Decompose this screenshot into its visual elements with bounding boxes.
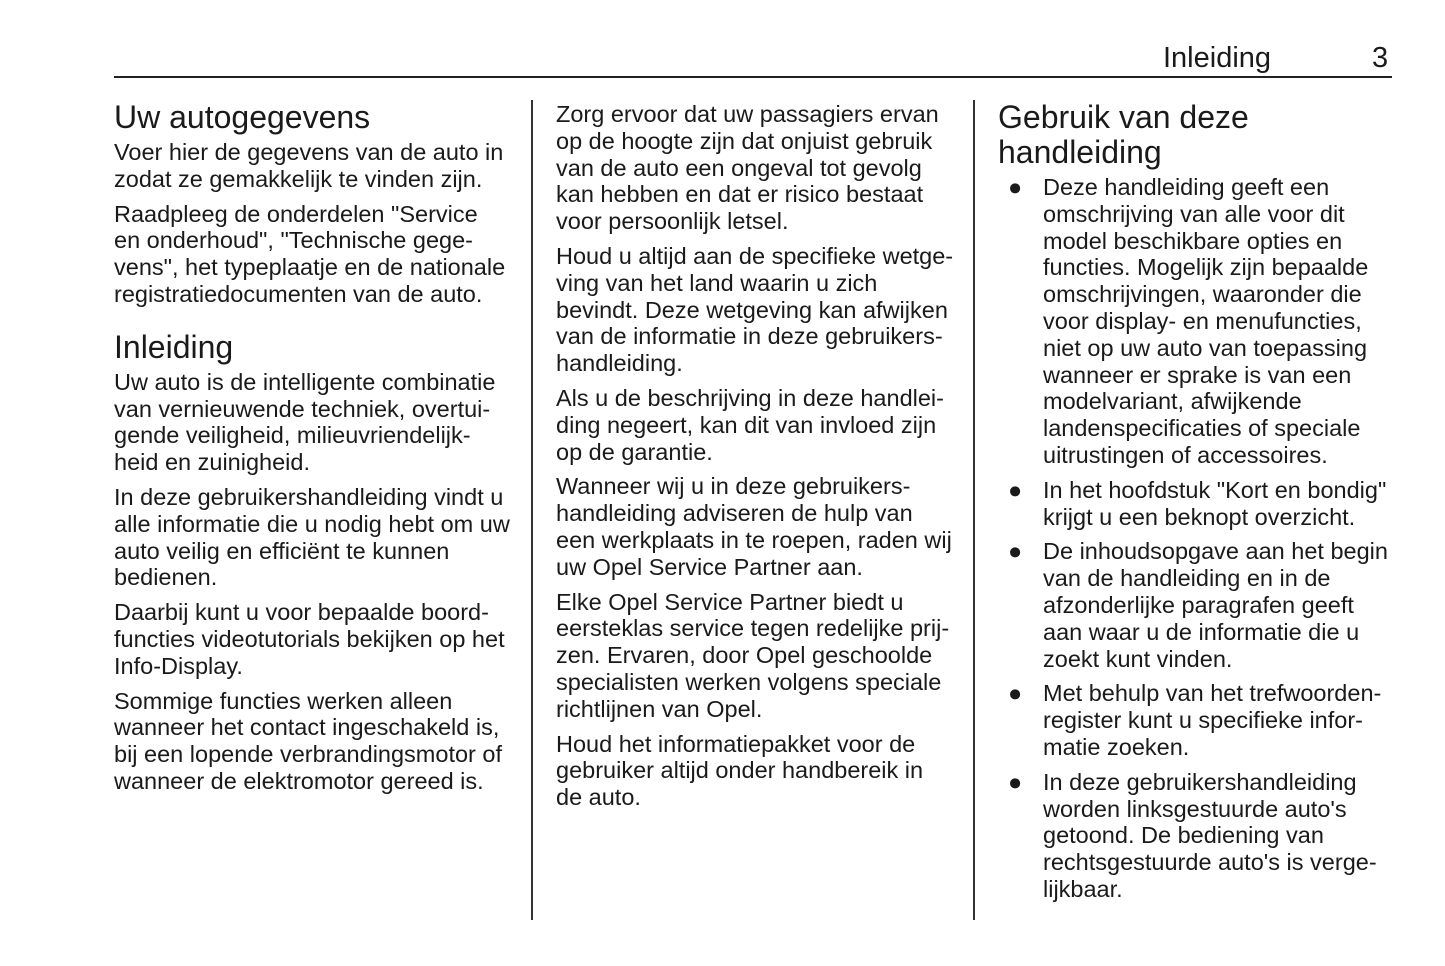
list-item-text: De inhoudsopgave aan het begin van de handleiding en in de afzonderlijke paragrafen geeft aan waar u de informatie die u zoekt kunt vinden. <box>1043 538 1388 672</box>
paragraph: Elke Opel Service Partner biedt u eersteklas service tegen redelijke prij- zen. Ervaren, door Opel geschoolde specialisten werken volgens speciale richtlijnen van Opel. <box>556 588 950 722</box>
bullet-list <box>998 174 1398 903</box>
list-item-text: In deze gebruikershandleiding worden linksgestuurde auto's getoond. De bediening van rechtsgestuurde auto's is verge- lijkbaar. <box>1043 768 1377 902</box>
list-item-text: Met behulp van het trefwoorden- register kunt u specifieke infor- matie zoeken. <box>1043 680 1382 760</box>
paragraph: Sommige functies werken alleen wanneer het contact ingeschakeld is, bij een lopende verbrandingsmotor of wanneer de elektromotor gereed is. <box>114 687 503 794</box>
page-number: 3 <box>1372 42 1389 74</box>
list-item <box>998 538 1398 672</box>
paragraph: Houd het informatiepakket voor de gebruiker altijd onder handbereik in de auto. <box>556 730 924 811</box>
paragraph: Zorg ervoor dat uw passagiers ervan op de hoogte zijn dat onjuist gebruik van de auto een ongeval tot gevolg kan hebben en dat er risico bestaat voor persoonlijk letsel. <box>556 101 939 235</box>
list-item <box>998 477 1398 531</box>
bullet-icon: ● <box>1008 680 1023 707</box>
paragraph: Als u de beschrijving in deze handlei- ding negeert, kan dit van invloed zijn op de garantie. <box>556 384 944 465</box>
paragraph: Houd u altijd aan de specifieke wetge- ving van het land waarin u zich bevindt. Deze wetgeving kan afwijken van de informatie in deze gebruikers- handleiding. <box>556 242 954 377</box>
column-3 <box>998 100 1398 911</box>
bullet-icon: ● <box>1008 768 1023 795</box>
paragraph: Uw auto is de intelligente combinatie van vernieuwende techniek, overtui- gende veiligheid, milieuvriendelijk- heid en zuinigheid. <box>114 368 496 476</box>
list-item <box>998 769 1398 903</box>
section-heading-inleiding: Inleiding <box>114 328 234 365</box>
list-item-text: In het hoofdstuk "Kort en bondig" krijgt u een beknopt overzicht. <box>1043 476 1387 530</box>
paragraph: In deze gebruikershandleiding vindt u alle informatie die u nodig hebt om uw auto veilig en efficiënt te kunnen bedienen. <box>114 483 510 591</box>
column-divider <box>973 100 975 920</box>
bullet-icon: ● <box>1008 476 1023 503</box>
column-1 <box>114 100 514 803</box>
section-heading-gebruik: Gebruik van deze handleiding <box>998 99 1249 170</box>
bullet-icon: ● <box>1008 174 1023 200</box>
paragraph: Raadpleeg de onderdelen "Service en onderhoud", "Technische gege- vens", het typeplaatje en de nationale registratiedocumenten van de auto. <box>114 200 506 307</box>
running-header-title: Inleiding <box>1163 42 1272 74</box>
paragraph: Voer hier de gegevens van de auto in zodat ze gemakkelijk te vinden zijn. <box>114 139 504 192</box>
column-2 <box>556 101 956 819</box>
section-heading-uw-autogegevens: Uw autogegevens <box>114 99 371 135</box>
paragraph: Daarbij kunt u voor bepaalde boord- functies videotutorials bekijken op het Info-Display. <box>114 599 505 679</box>
list-item-text: Deze handleiding geeft een omschrijving van alle voor dit model beschikbare opties en functies. Mogelijk zijn bepaalde omschrijvingen, waaronder die voor display- en menufuncties, niet op uw auto van toepassing wanneer er sprake is van een modelvariant, afwijkende landenspecificaties of speciale uitrustingen of accessoires. <box>1043 174 1369 468</box>
header-rule <box>114 76 1392 78</box>
bullet-icon: ● <box>1008 538 1023 565</box>
paragraph: Wanneer wij u in deze gebruikers- handleiding adviseren de hulp van een werkplaats in te roepen, raden wij uw Opel Service Partner aan. <box>556 473 952 580</box>
list-item <box>998 680 1398 760</box>
list-item <box>998 174 1398 469</box>
column-divider <box>531 100 533 920</box>
